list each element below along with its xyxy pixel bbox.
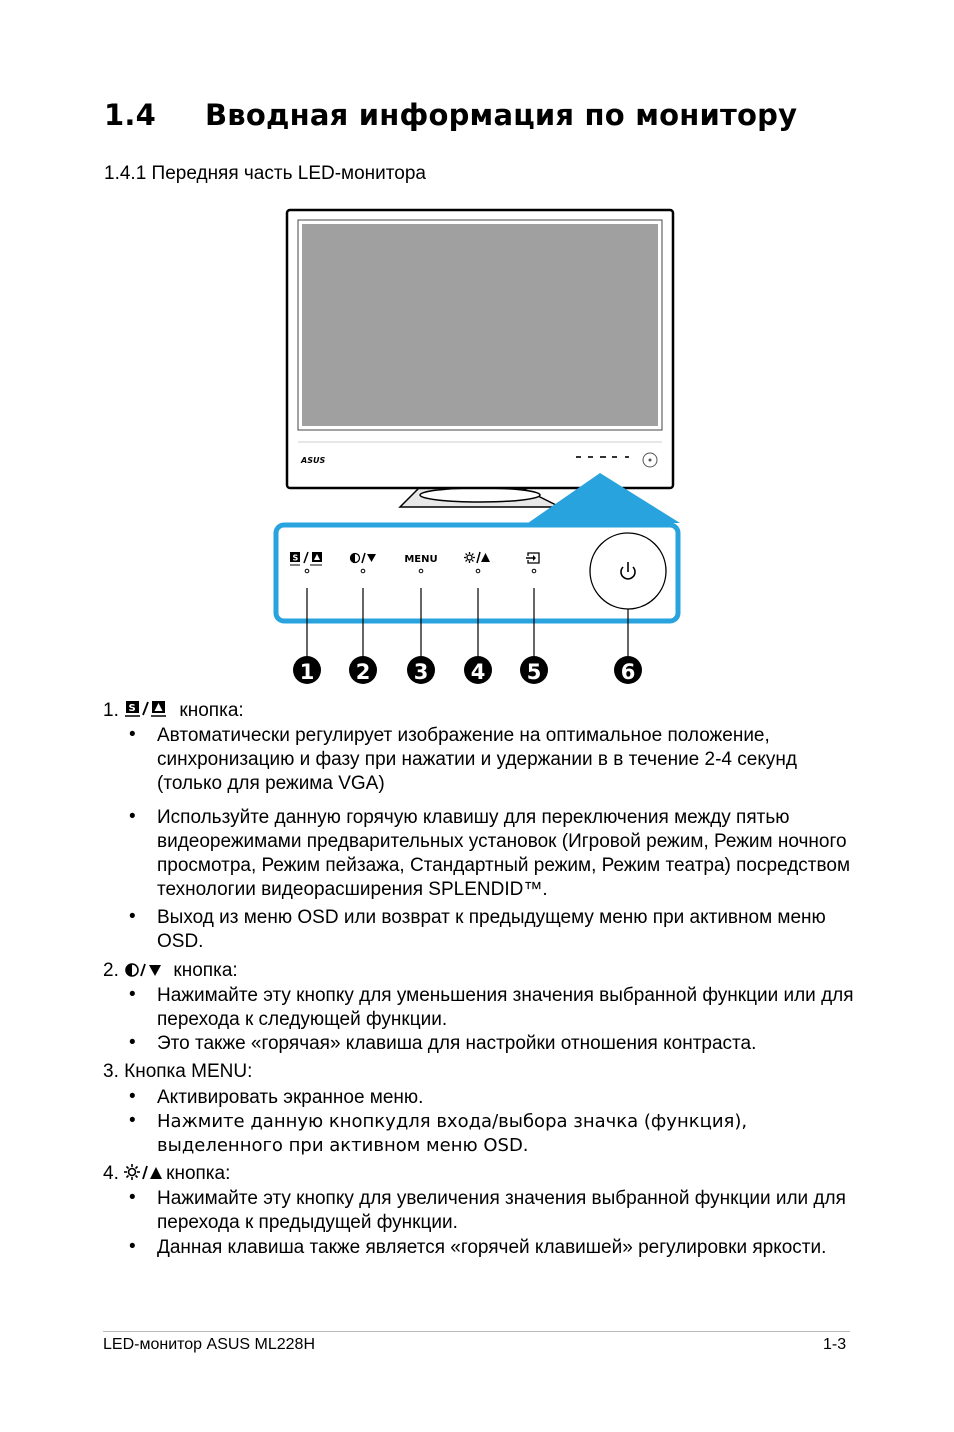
item-2: 2. кнопка: — [103, 960, 238, 981]
brand-logo: ASUS — [301, 456, 326, 465]
callout-5 — [520, 656, 548, 684]
splendid-auto-icon — [124, 700, 174, 718]
footer-title: LED-монитор ASUS ML228H — [103, 1336, 316, 1353]
item-1-bullet-1: Автоматически регулирует изображение на оптимальное положение, синхронизацию и фазу при нажатии и удержании в в течение 2-4 секунд (только для режима VGA) — [157, 725, 797, 794]
item-1-bullet-2: Используйте данную горячую клавишу для переключения между пятью видеорежимами предварительных установок (Игровой режим, Режим ночного просмотра, Режим пейзажа, Стандартный режим, Режим театра) посредством технологии видеорасширения SPLENDID™. — [157, 807, 851, 900]
callout-1 — [293, 656, 321, 684]
monitor-front-figure — [270, 205, 690, 690]
svg-text:2: 2 — [355, 660, 371, 684]
callout-6 — [614, 656, 642, 684]
screen — [302, 224, 658, 426]
item-1-bullet-3: Выход из меню OSD или возврат к предыдущему меню при активном меню OSD. — [157, 907, 826, 952]
svg-text:5: 5 — [526, 660, 542, 684]
page-number: 1-3 — [823, 1336, 847, 1353]
contrast-down-icon — [124, 962, 168, 978]
section-number: 1.4 — [104, 98, 156, 132]
callout-2 — [349, 656, 377, 684]
footer-rule — [103, 1331, 850, 1332]
section-heading — [104, 98, 797, 132]
item-3-bullet-1: Активировать экранное меню. — [157, 1087, 424, 1108]
svg-text:S: S — [128, 703, 136, 714]
monitor-stand-neck — [420, 488, 540, 502]
panel-menu-label: MENU — [404, 554, 438, 565]
svg-text:6: 6 — [620, 660, 636, 684]
item-2-bullet-2: Это также «горячая» клавиша для настройки отношения контраста. — [157, 1033, 757, 1054]
callout-4 — [464, 656, 492, 684]
item-4: 4. кнопка: — [103, 1163, 231, 1184]
callout-3 — [407, 656, 435, 684]
brightness-up-icon — [124, 1163, 166, 1181]
item-2-bullet-1: Нажимайте эту кнопку для уменьшения значения выбранной функции или для перехода к следующей функции. — [157, 985, 854, 1030]
svg-text:4: 4 — [470, 660, 486, 684]
item-4-bullet-2: Данная клавиша также является «горячей клавишей» регулировки яркости. — [157, 1237, 827, 1258]
subsection-heading: 1.4.1 Передняя часть LED-монитора — [104, 163, 426, 184]
svg-text:3: 3 — [413, 660, 429, 684]
item-3-bullet-2: Нажмите данную кнопкудля входа/выбора значка (функция), выделенного при активном меню OSD. — [157, 1111, 748, 1156]
item-1: 1. S кнопка: — [103, 700, 244, 721]
section-title: Вводная информация по монитору — [205, 98, 798, 132]
item-4-bullet-1: Нажимайте эту кнопку для увеличения значения выбранной функции или для перехода к предыдущей функции. — [157, 1188, 846, 1233]
svg-text:S: S — [292, 553, 299, 563]
item-3: 3. Кнопка MENU: — [103, 1061, 253, 1082]
svg-text:1: 1 — [299, 660, 315, 684]
